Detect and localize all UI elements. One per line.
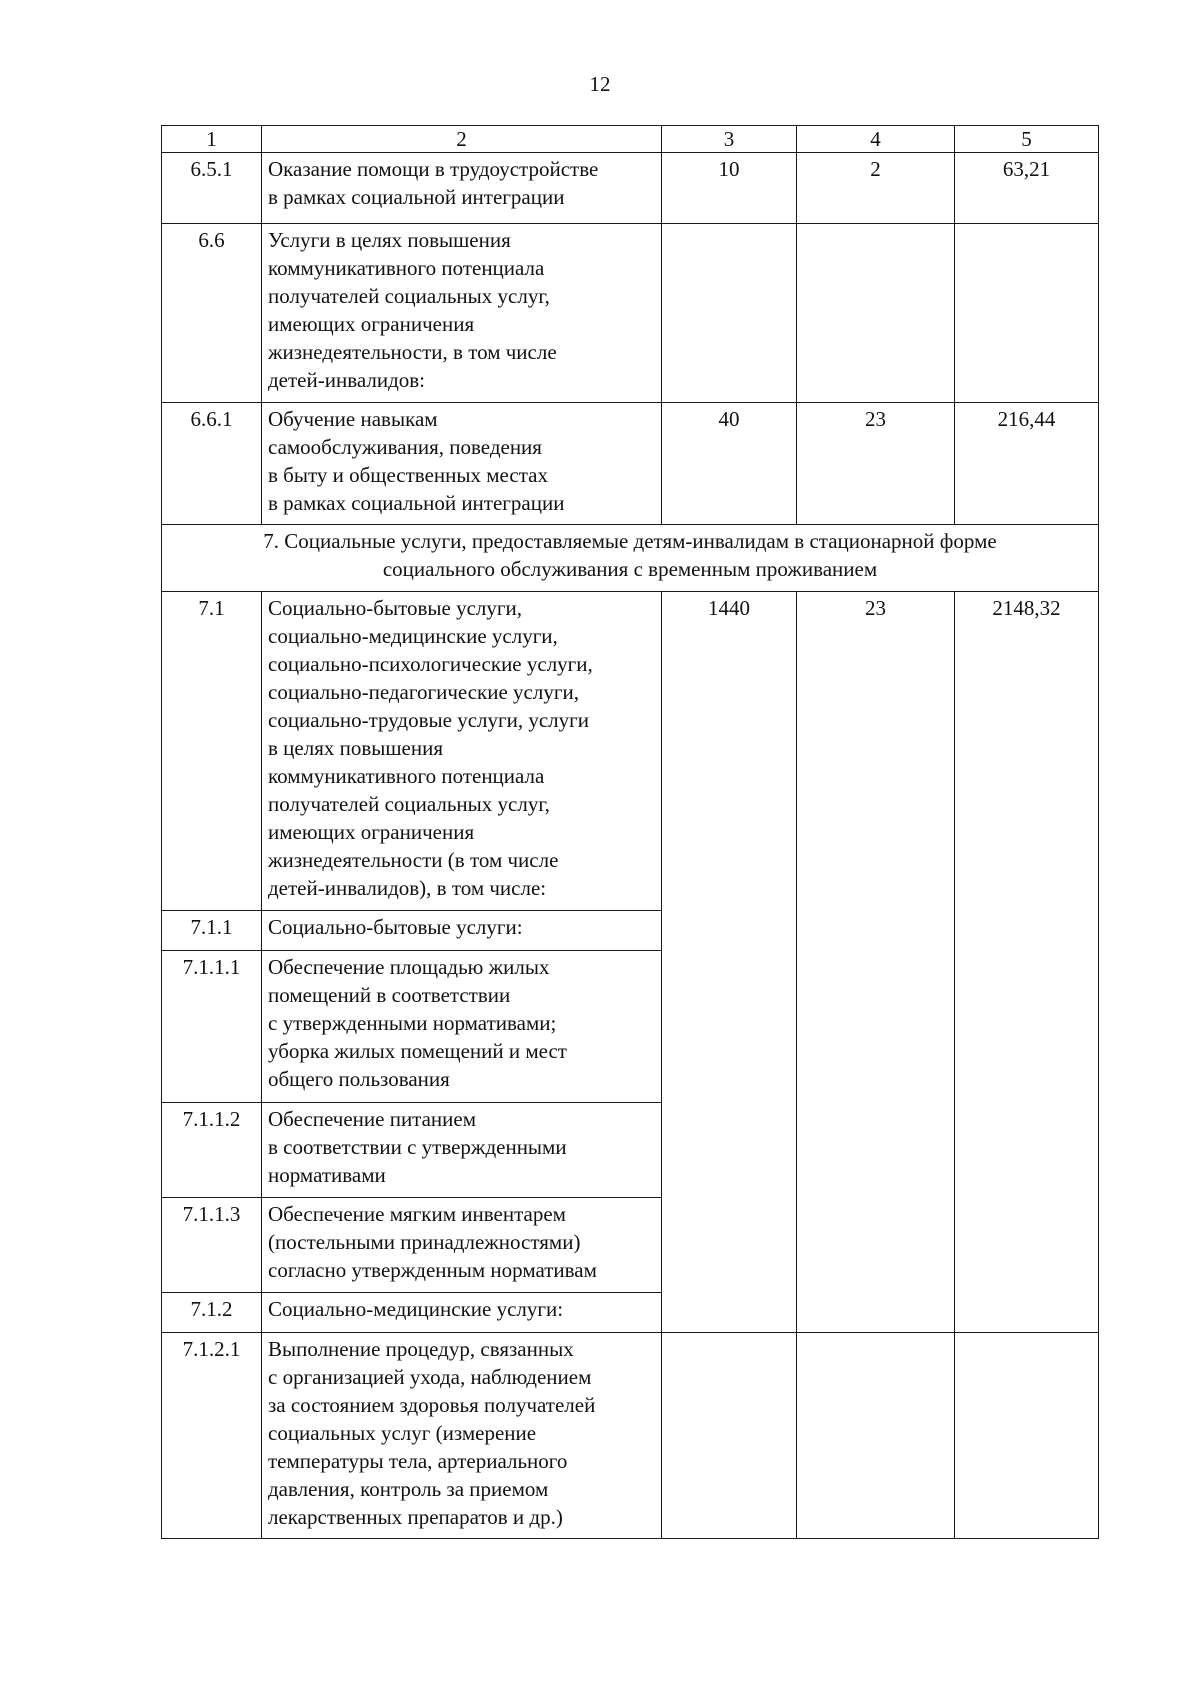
description-line: детей-инвалидов), в том числе: — [268, 876, 547, 900]
description-line: в рамках социальной интеграции — [268, 491, 565, 515]
description-line: социально-медицинские услуги, — [268, 624, 558, 648]
description-line: за состоянием здоровья получателей — [268, 1393, 596, 1417]
item-number: 7.1 — [162, 592, 262, 911]
description-line: в соответствии с утвержденными — [268, 1135, 567, 1159]
item-number: 7.1.2 — [162, 1293, 262, 1333]
item-number: 6.6.1 — [162, 403, 262, 525]
description-line: получателей социальных услуг, — [268, 284, 550, 308]
item-number: 7.1.2.1 — [162, 1333, 262, 1539]
description-line: жизнедеятельности (в том числе — [268, 848, 559, 872]
column-header: 1 — [162, 126, 262, 153]
description-line: самообслуживания, поведения — [268, 435, 542, 459]
description-line: давления, контроль за приемом — [268, 1477, 549, 1501]
col3-value: 40 — [662, 403, 797, 525]
column-header: 5 — [955, 126, 1099, 153]
table-row — [162, 153, 1099, 224]
description-line: помещений в соответствии — [268, 983, 511, 1007]
description-line: социально-педагогические услуги, — [268, 680, 579, 704]
col4-value: 23 — [797, 592, 955, 1333]
column-header: 2 — [262, 126, 662, 153]
item-number: 7.1.1 — [162, 911, 262, 951]
section-heading-line: 7. Социальные услуги, предоставляемые детям-инвалидам в стационарной форме — [263, 529, 997, 553]
description-line: лекарственных препаратов и др.) — [268, 1505, 563, 1529]
col5-value: 2148,32 — [955, 592, 1099, 1333]
col4-value: 2 — [797, 153, 955, 224]
description-line: коммуникативного потенциала — [268, 256, 545, 280]
col3-value: 10 — [662, 153, 797, 224]
item-description — [262, 403, 662, 525]
col3-value: 1440 — [662, 592, 797, 1333]
col5-value: 216,44 — [955, 403, 1099, 525]
item-description — [262, 592, 662, 911]
description-line: социально-трудовые услуги, услуги — [268, 708, 590, 732]
description-line: Оказание помощи в трудоустройстве — [268, 157, 599, 181]
item-description — [262, 951, 662, 1103]
table-header-row — [162, 126, 1099, 153]
description-line: имеющих ограничения — [268, 820, 475, 844]
table-row — [162, 1333, 1099, 1539]
description-line: общего пользования — [268, 1067, 450, 1091]
description-line: согласно утвержденным нормативам — [268, 1258, 597, 1282]
services-table — [161, 125, 1099, 1539]
description-line: с организацией ухода, наблюдением — [268, 1365, 592, 1389]
item-number: 6.6 — [162, 224, 262, 403]
item-description — [262, 911, 662, 951]
item-number: 6.5.1 — [162, 153, 262, 224]
description-line: в быту и общественных местах — [268, 463, 548, 487]
description-line: в целях повышения — [268, 736, 444, 760]
item-description — [262, 153, 662, 224]
table-row — [162, 403, 1099, 525]
table-row — [162, 224, 1099, 403]
description-line: в рамках социальной интеграции — [268, 185, 565, 209]
col5-value: 63,21 — [955, 153, 1099, 224]
col4-value: 23 — [797, 403, 955, 525]
item-number: 7.1.1.1 — [162, 951, 262, 1103]
description-line: получателей социальных услуг, — [268, 792, 550, 816]
col4-value — [797, 1333, 955, 1539]
description-line: социально-психологические услуги, — [268, 652, 593, 676]
item-number: 7.1.1.3 — [162, 1198, 262, 1293]
description-line: Обеспечение мягким инвентарем — [268, 1202, 566, 1226]
column-header: 3 — [662, 126, 797, 153]
section-heading-row — [162, 525, 1099, 592]
description-line: Обеспечение площадью жилых — [268, 955, 550, 979]
description-line: температуры тела, артериального — [268, 1449, 568, 1473]
description-line: детей-инвалидов: — [268, 368, 426, 392]
description-line: Выполнение процедур, связанных — [268, 1337, 574, 1361]
description-line: социальных услуг (измерение — [268, 1421, 537, 1445]
description-line: коммуникативного потенциала — [268, 764, 545, 788]
col4-value — [797, 224, 955, 403]
description-line: Социально-бытовые услуги, — [268, 596, 522, 620]
description-line: Обучение навыкам — [268, 407, 438, 431]
description-line: Услуги в целях повышения — [268, 228, 511, 252]
description-line: Социально-медицинские услуги: — [268, 1297, 564, 1321]
section-heading-line: социального обслуживания с временным проживанием — [382, 557, 878, 581]
item-number: 7.1.1.2 — [162, 1103, 262, 1198]
item-description — [262, 1103, 662, 1198]
column-header: 4 — [797, 126, 955, 153]
description-line: нормативами — [268, 1163, 386, 1187]
description-line: Обеспечение питанием — [268, 1107, 477, 1131]
description-line: (постельными принадлежностями) — [268, 1230, 581, 1254]
col3-value — [662, 1333, 797, 1539]
description-line: Социально-бытовые услуги: — [268, 915, 523, 939]
description-line: имеющих ограничения — [268, 312, 475, 336]
item-description — [262, 1333, 662, 1539]
item-description — [262, 1293, 662, 1333]
page-number: 12 — [589, 72, 611, 96]
section-heading — [162, 525, 1099, 592]
col5-value — [955, 1333, 1099, 1539]
description-line: с утвержденными нормативами; — [268, 1011, 557, 1035]
description-line: жизнедеятельности, в том числе — [268, 340, 557, 364]
col5-value — [955, 224, 1099, 403]
col3-value — [662, 224, 797, 403]
item-description — [262, 1198, 662, 1293]
table-row — [162, 592, 1099, 911]
description-line: уборка жилых помещений и мест — [268, 1039, 567, 1063]
item-description — [262, 224, 662, 403]
